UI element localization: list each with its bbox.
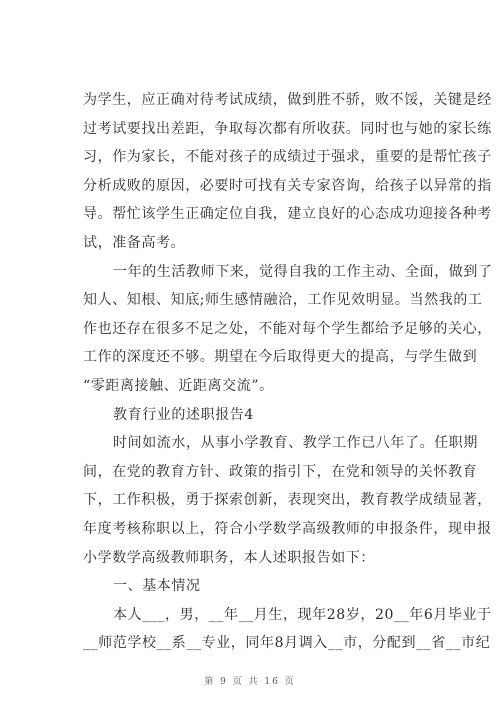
text-line: 为学生，应正确对待考试成绩，做到胜不骄，败不馁，关键是经 [83, 92, 492, 108]
page-number: 第 9 页 共 16 页 [204, 677, 296, 687]
text-line: “零距离接触、近距离交流”。 [83, 377, 274, 394]
text-line: 工作的深度还不够。期望在今后取得更大的提高，与学生做到 [83, 349, 478, 366]
text-line: 导。帮忙该学生正确定位自我，建立良好的心态成功迎接各种考 [83, 206, 492, 223]
text-line: __师范学校__系__专业，同年8月调入__市，分配到__省__市纪 [83, 635, 491, 652]
text-line: 年度考核称职以上，符合小学数学高级教师的申报条件，现申报 [83, 520, 492, 537]
document-body [83, 86, 493, 658]
text-line: 知人、知根、知底;师生感情融洽，工作见效明显。当然我的工 [83, 292, 483, 309]
text-line: 一年的生活教师下来，觉得自我的工作主动、全面，做到了 [113, 263, 493, 280]
text-line: 习，作为家长，不能对孩子的成绩过于强求，重要的是帮忙孩子 [83, 149, 492, 166]
subsection-heading: 一、基本情况 [113, 578, 201, 595]
text-line: 小学数学高级教师职务，本人述职报告如下： [83, 549, 375, 566]
text-line: 过考试要找出差距，争取每次都有所收获。同时也与她的家长练 [83, 120, 492, 137]
section-heading: 教育行业的述职报告4 [113, 406, 254, 423]
text-line: 下，工作积极，勇于探索创新，表现突出，教育教学成绩显著， [83, 492, 492, 509]
text-line: 分析成败的原因，必要时可找有关专家咨询，给孩子以异常的指 [83, 177, 492, 194]
text-line: 作也还存在很多不足之处，不能对每个学生都给予足够的关心， [83, 320, 492, 337]
text-line: 间，在党的教育方针、政策的指引下，在党和领导的关怀教育 [83, 463, 478, 480]
text-line: 本人___，男，__年__月生，现年28岁，20__年6月毕业于 [113, 606, 492, 623]
text-line: 试，准备高考。 [83, 234, 186, 251]
text-line: 时间如流水，从事小学教育、教学工作已八年了。任职期 [113, 435, 478, 452]
